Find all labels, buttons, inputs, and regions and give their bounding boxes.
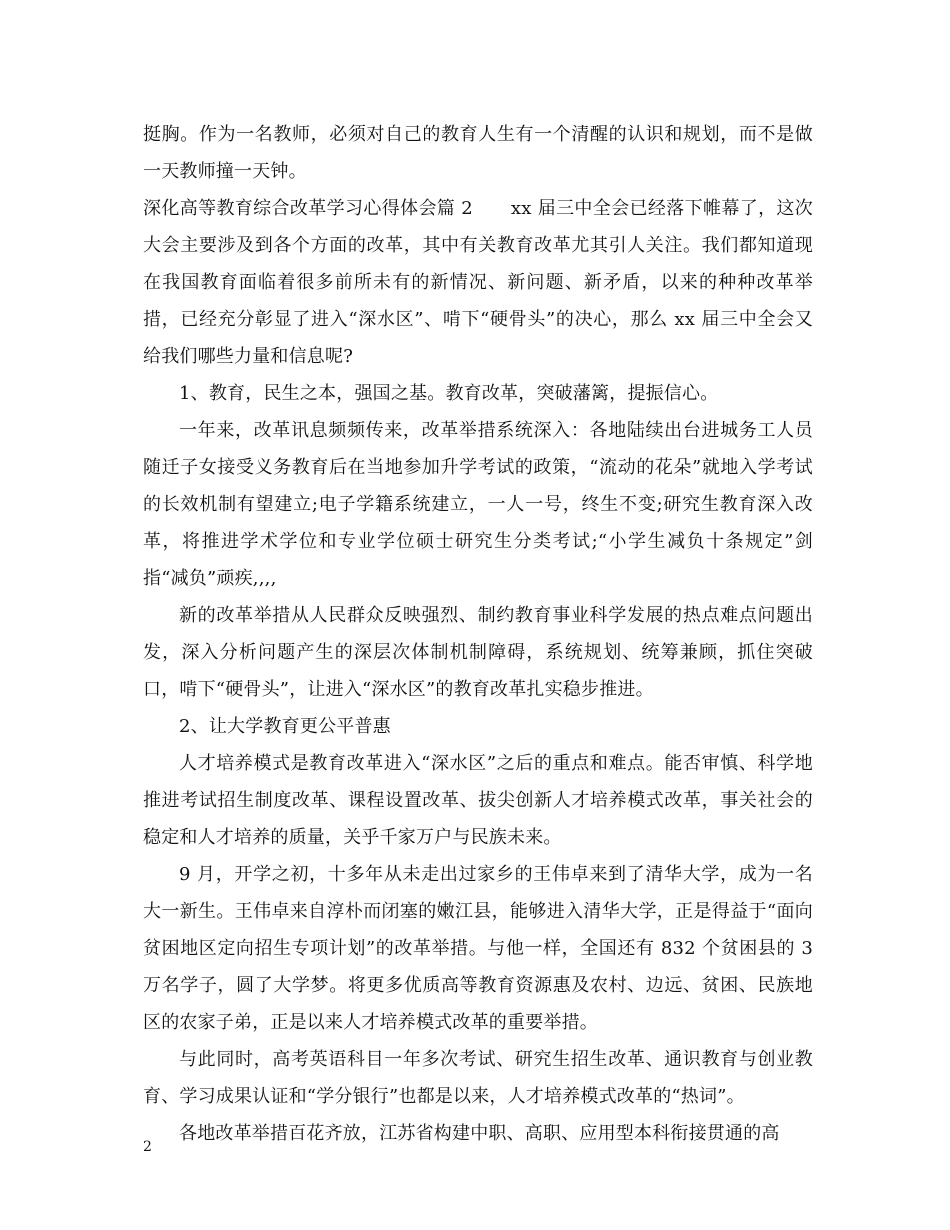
paragraph-talent-model: 人才培养模式是教育改革进入“深水区”之后的重点和难点。能否审慎、科学地推进考试招生制度改革、课程设置改革、拔尖创新人才培养模式改革，事关社会的稳定和人才培养的质量，关乎千家万户与民族未来。 xyxy=(143,753,813,848)
paragraph-reform-news: 一年来，改革讯息频频传来，改革举措系统深入：各地陆续出台进城务工人员随迁子女接受义务教育后在当地参加升学考试的政策，“流动的花朵”就地入学考试的长效机制有望建立;电子学籍系统建立，一人一号，终生不变;研究生教育深入改革，将推进学术学位和专业学位硕士研究生分类考试;“小学生减负十条规定”剑指“减负”顽疾,,,, xyxy=(143,420,813,589)
section-intro-text: xx 届三中全会已经落下帷幕了，这次大会主要涉及到各个方面的改革，其中有关教育改革尤其引人关注。我们都知道现在我国教育面临着很多前所未有的新情况、新问题、新矛盾，以来的种种改革举措，已经充分彰显了进入“深水区”、啃下“硬骨头”的决心，那么 xx 届三中全会又给我们哪些力量和信息呢? xyxy=(143,198,813,367)
paragraph-september-story: 9 月，开学之初，十多年从未走出过家乡的王伟卓来到了清华大学，成为一名大一新生。王伟卓来自淳朴而闭塞的嫩江县，能够进入清华大学，正是得益于“面向贫困地区定向招生专项计划”的改革举措。与他一样，全国还有 832 个贫困县的 3 万名学子，圆了大学梦。将更多优质高等教育资源惠及农村、边远、贫困、民族地区的农家子弟，正是以来人才培养模式改革的重要举措。 xyxy=(143,864,813,1033)
paragraph-local-reforms: 各地改革举措百花齐放，江苏省构建中职、高职、应用型本科衔接贯通的高 xyxy=(179,1123,780,1144)
paragraph-continuation: 挺胸。作为一名教师，必须对自己的教育人生有一个清醒的认识和规划，而不是做一天教师撞一天钟。 xyxy=(143,124,813,182)
paragraph-meanwhile: 与此同时，高考英语科目一年多次考试、研究生招生改革、通识教育与创业教育、学习成果认证和“学分银行”也都是以来，人才培养模式改革的“热词”。 xyxy=(143,1049,813,1107)
paragraph-point-1: 1、教育，民生之本，强国之基。教育改革，突破藩篱，提振信心。 xyxy=(179,383,719,404)
section-title: 深化高等教育综合改革学习心得体会篇 2 xyxy=(143,198,473,219)
page-number: 2 xyxy=(143,1139,152,1155)
paragraph-new-measures: 新的改革举措从人民群众反映强烈、制约教育事业科学发展的热点难点问题出发，深入分析问题产生的深层次体制机制障碍，系统规划、统筹兼顾，抓住突破口，啃下“硬骨头”，让进入“深水区”的教育改革扎实稳步推进。 xyxy=(143,605,813,700)
paragraph-point-2: 2、让大学教育更公平普惠 xyxy=(179,716,391,737)
document-body xyxy=(143,116,813,1152)
paragraph-section-start xyxy=(143,190,813,375)
